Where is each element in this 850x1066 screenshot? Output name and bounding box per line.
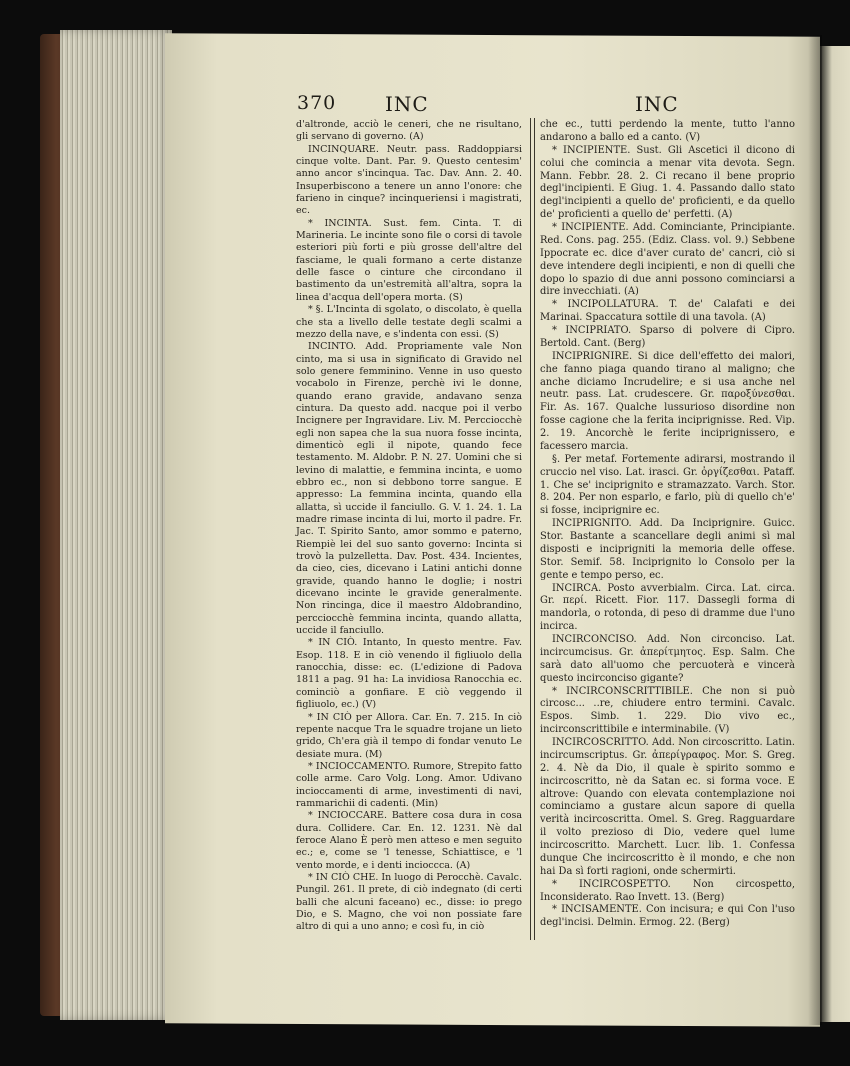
- entry: * INCIOCCARE. Battere cosa dura in cosa dura. Collidere. Car. En. 12. 1231. Nè dal feroce Alano È però men atteso e men seguito ec.; e, come se 'l tenesse, Schiattisce, e 'l vento morde, e i denti incioccca. (A): [296, 810, 522, 871]
- entry: * INCIRCOSPETTO. Non circospetto, Inconsiderato. Rao Invett. 13. (Berg): [540, 878, 795, 903]
- entry: INCIRCA. Posto avverbialm. Circa. Lat. circa. Gr. περί. Ricett. Fior. 117. Dassegli forma di mandorla, o rotonda, di peso di dramme due l'uno incirca.: [540, 582, 795, 633]
- page-edges: [60, 30, 172, 1020]
- right-guide-word: INC: [635, 92, 679, 116]
- entry: * IN CIÒ per Allora. Car. En. 7. 215. In ciò repente nacque Tra le squadre trojane un lieto grido, Ch'era già il tempo di fondar venuto Le desiate mura. (M): [296, 711, 522, 760]
- entry: * INCIRCONSCRITTIBILE. Che non si può circosc... ..re, chiudere entro termini. Cavalc. Espos. Simb. 1. 229. Dio vivo ec., incirconscrittibile e interminabile. (V): [540, 685, 795, 736]
- entry: §. Per metaf. Fortemente adirarsi, mostrando il cruccio nel viso. Lat. irasci. Gr. ὀργίζεσθαι. Pataff. 1. Che se' inciprignito e stramazzato. Varch. Stor. 8. 204. Per non esparlo, e farlo, più di quello ch'e' si fosse, inciprignire ec.: [540, 453, 795, 517]
- entry: INCIPRIGNIRE. Si dice dell'effetto dei malori, che fanno piaga quando tirano al maligno; che anche diciamo Incrudelire; e si usa anche nel neutr. pass. Lat. crudescere. Gr. παροξύνεσθαι. Fir. As. 167. Qualche lussurioso disordine non fosse cagione che la ferita inciprignisse. Red. Vip. 2. 19. Ancorchè le ferite inciprignissero, e facessero marcia.: [540, 350, 795, 452]
- entry: * INCIOCCAMENTO. Rumore, Strepito fatto colle arme. Caro Volg. Long. Amor. Udivano incioccamenti di arme, investimenti di navi, rammarichii di cadenti. (Min): [296, 760, 522, 809]
- entry: * §. L'Incinta di sgolato, o discolato, è quella che sta a livello delle testate degli scalmi a mezzo della nave, e s'indenta con essi. (S): [296, 304, 522, 340]
- entry: * INCINTA. Sust. fem. Cinta. T. di Marineria. Le incinte sono file o corsi di tavole esteriori più forti e più grosse dell'altre del fasciame, le quali formano a certe distanze delle fasce o cinture che circondano il bastimento da un'estremità all'altra, sopra la linea d'acqua dell'opera morta. (S): [296, 217, 522, 303]
- entry: INCIRCONCISO. Add. Non circonciso. Lat. incircumcisus. Gr. ἀπερίτμητος. Esp. Salm. Che sarà dato all'uomo che percuoterà e vincerà questo incirconciso gigante?: [540, 634, 795, 684]
- right-column: [540, 119, 795, 930]
- entry: che ec., tutti perdendo la mente, tutto l'anno andarono a ballo ed a canto. (V): [540, 119, 795, 143]
- left-column: [296, 119, 522, 934]
- entry: * IN CIÒ CHE. In luogo di Perocchè. Cavalc. Pungil. 261. Il prete, di ciò indegnato (di certi balli che alcuni faceano) ec., disse: io prego Dio, e S. Magno, che voi non possiate fare altro di qui a uno anno; e così fu, in ciò: [296, 871, 522, 933]
- page-gutter-shadow: [808, 35, 822, 1025]
- column-divider: [530, 118, 535, 940]
- entry: * INCIPRIATO. Sparso di polvere di Cipro. Bertold. Cant. (Berg): [540, 325, 795, 349]
- entry: d'altronde, acciò le ceneri, che ne risultano, gli servano di governo. (A): [296, 119, 522, 143]
- entry: * INCIPIENTE. Add. Cominciante, Principiante. Red. Cons. pag. 255. (Ediz. Class. vol. 9.) Sebbene Ippocrate ec. dice d'aver curato de' cancri, ciò si deve intendere degli incipienti, e non di quelli che dopo lo spazio di due anni possono cominciarsi a dire invecchiati. (A): [540, 222, 795, 298]
- entry: INCIRCOSCRITTO. Add. Non circoscritto. Latin. incircumscriptus. Gr. ἀπερίγραφος. Mor. S. Greg. 2. 4. Nè da Dio, il quale è spirito sommo e incircoscritto, nè da Satan ec. si forma voce. E altrove: Quando con elevata contemplazione noi cominciamo a gustare alcun sapore di quella verità incircoscritta. Omel. S. Greg. Ragguardare il volto prezioso di Dio, vedere quel lume incircoscritto. Marchett. Lucr. lib. 1. Confessa dunque Che incircoscritto è il mondo, e che non hai Da sì forti ragioni, onde schermirti.: [540, 737, 795, 877]
- entry: * INCISAMENTE. Con incisura; e qui Con l'uso degl'incisi. Delmin. Ermog. 22. (Berg): [540, 904, 795, 929]
- entry: * IN CIÒ. Intanto, In questo mentre. Fav. Esop. 118. E in ciò venendo il figliuolo della ranocchia, disse: ec. (L'edizione di Padova 1811 a pag. 91 ha: La invidiosa Ranocchia ec. cominciò a gonfiare. E ciò veggendo il figliuolo, ec.) (V): [296, 637, 522, 711]
- left-guide-word: INC: [385, 92, 429, 116]
- entry: * INCIPIENTE. Sust. Gli Ascetici il dicono di colui che comincia a menar vita devota. Segn. Mann. Febbr. 28. 2. Ci recano il bene proprio degl'incipienti. E Giug. 1. 4. Passando dallo stato degl'incipienti a quello de' proficienti, e da quello de' proficienti a quello de' perfetti. (A): [540, 144, 795, 221]
- entry: INCINTO. Add. Propriamente vale Non cinto, ma si usa in significato di Gravido nel solo genere femminino. Venne in uso questo vocabolo in Firenze, perchè ivi le donne, quando erano gravide, andavano senza cintura. Da questo add. nacque poi il verbo Incignere per Ingravidare. Liv. M. Percciocchè egli non sapea che la sua nuora fosse incinta, dimenticò egli il nipote, quando fece testamento. M. Aldobr. P. N. 27. Uomini che si levino di malattie, e femmina incinta, e uomo ebbro ec., non si debbono torre sangue. E appresso: La femmina incinta, quando ella allatta, sì uccide il fanciullo. G. V. 1. 24. 1. La madre rimase incinta di lui, morto il padre. Fr. Jac. T. Spirito Santo, amor sommo e paterno, Riempiè lei del suo santo governo: Incinta si trovò la pulzelletta. Dav. Post. 434. Incientes, da cieo, cies, dicevano i Latini antichi donne gravide, quando hanno le doglie; i nostri dicevano incinte le gravide generalmente. Non rincinga, dice il maestro Aldobrandino, percciocchè femmina incinta, quando allatta, uccide il fanciullo.: [296, 341, 522, 637]
- entry: * INCIPOLLATURA. T. de' Calafati e dei Marinai. Spaccatura sottile di una tavola. (A): [540, 299, 795, 324]
- page-number: 370: [297, 92, 337, 114]
- entry: INCINQUARE. Neutr. pass. Raddoppiarsi cinque volte. Dant. Par. 9. Questo centesim' anno ancor s'incinqua. Tac. Dav. Ann. 2. 40. Insuperbiscono a tenere un anno l'onore: che farieno in cinque? incinqueriensi i magistrati, ec.: [296, 143, 522, 217]
- entry: INCIPRIGNITO. Add. Da Inciprignire. Guicc. Stor. Bastante a scancellare degli animi sì mal disposti e inciprigniti la memoria delle offese. Stor. Semif. 58. Inciprignito lo Consolo per la gente e tempo perso, ec.: [540, 518, 795, 581]
- facing-page-edge: [820, 46, 850, 1022]
